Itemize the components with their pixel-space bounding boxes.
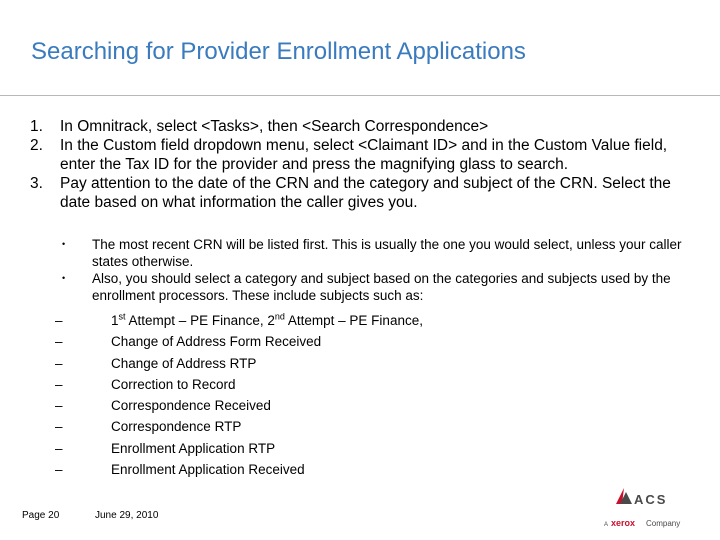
subject-item: [55, 395, 655, 416]
subject-item: [55, 331, 655, 352]
subject-text: Enrollment Application RTP: [111, 440, 276, 456]
acs-logo-text: ACS: [634, 492, 668, 507]
dash-marker: –: [55, 313, 63, 328]
dash-marker: –: [55, 462, 63, 478]
dash-marker: –: [55, 398, 63, 414]
logo-tagline-a: A: [604, 522, 609, 528]
steps-list: [30, 117, 690, 212]
step-text: In the Custom field dropdown menu, select <Claimant ID> and in the Custom Value field, enter the Tax ID for the provider and press the magnifying glass to search.: [60, 137, 668, 173]
subject-text: Change of Address Form Received: [111, 334, 322, 350]
subject-text: Correspondence RTP: [111, 419, 242, 435]
bullet-text: Also, you should select a category and subject based on the categories and subjects used by the enrollment processors. These include subjects such as:: [92, 271, 671, 303]
step-item: [30, 117, 690, 136]
bullet-marker: •: [62, 273, 66, 283]
bullet-item: [60, 270, 690, 304]
step-number: 1.: [30, 118, 43, 135]
subject-item: [55, 353, 655, 374]
page-number: Page 20: [22, 510, 60, 521]
dash-marker: –: [55, 440, 63, 456]
subject-text: Change of Address RTP: [111, 355, 257, 371]
subject-list: [55, 310, 655, 480]
footer-date: June 29, 2010: [95, 510, 159, 521]
step-number: 2.: [30, 137, 43, 154]
title-divider: [0, 95, 720, 96]
subject-item: [55, 438, 655, 459]
step-text: Pay attention to the date of the CRN and the category and subject of the CRN. Select the date based on what information the caller gives you.: [60, 175, 671, 211]
step-text: In Omnitrack, select <Tasks>, then <Search Correspondence>: [60, 118, 489, 135]
bullet-item: [60, 236, 690, 270]
logo-tagline-xerox: xerox: [611, 518, 636, 528]
subject-text: 1st Attempt – PE Finance, 2nd Attempt – PE Finance,: [111, 311, 423, 328]
subject-text: Correspondence Received: [111, 398, 271, 414]
acs-xerox-logo: [596, 486, 706, 532]
bullet-list: [60, 236, 690, 304]
bullet-text: The most recent CRN will be listed first. This is usually the one you would select, unless your caller states otherwise.: [92, 237, 682, 269]
subject-item: [55, 374, 655, 395]
dash-marker: –: [55, 376, 63, 392]
dash-marker: –: [55, 355, 63, 371]
dash-marker: –: [55, 334, 63, 350]
step-number: 3.: [30, 175, 43, 192]
subject-item: [55, 310, 655, 331]
subject-text: Correction to Record: [111, 376, 236, 392]
subject-text: Enrollment Application Received: [111, 462, 305, 478]
step-item: [30, 136, 690, 174]
subject-item: [55, 459, 655, 480]
slide-title: Searching for Provider Enrollment Applications: [31, 38, 526, 65]
logo-tagline-company: Company: [646, 519, 681, 528]
step-item: [30, 174, 690, 212]
dash-marker: –: [55, 419, 63, 435]
bullet-marker: •: [62, 239, 66, 249]
subject-item: [55, 416, 655, 437]
